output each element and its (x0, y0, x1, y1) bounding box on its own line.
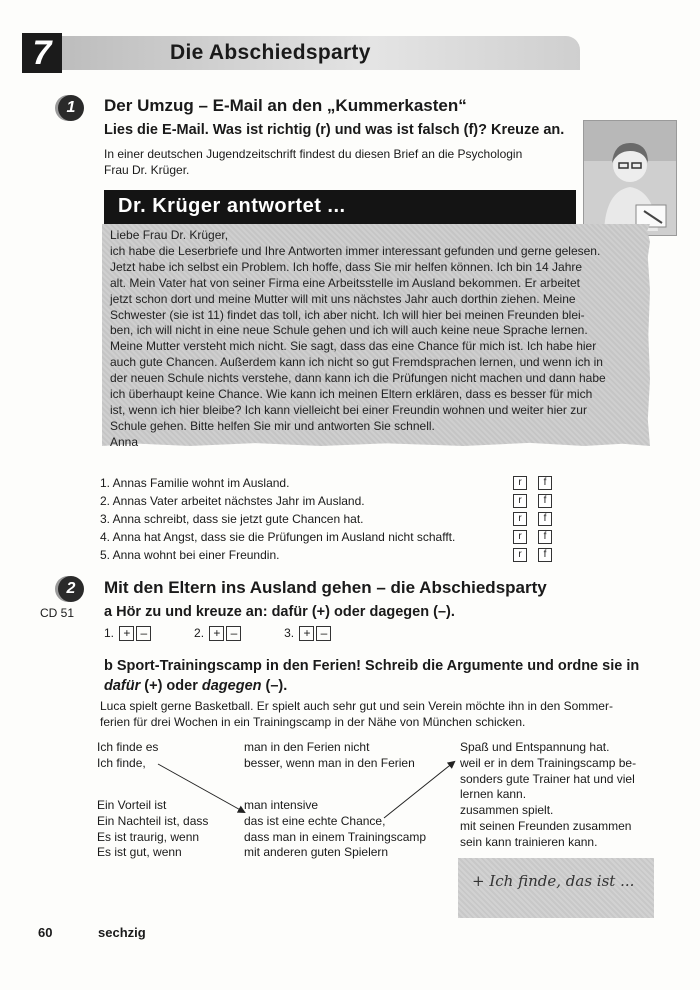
letter-line: Liebe Frau Dr. Krüger, (110, 228, 229, 242)
statement-5: 5. Anna wohnt bei einer Freundin. (100, 548, 280, 562)
intro-line: In einer deutschen Jugendzeitschrift findest du diesen Brief an die Psychologin (104, 147, 523, 161)
dagegen-word: dagegen (201, 678, 262, 694)
plus-box[interactable]: + (299, 626, 314, 641)
phrase: Es ist traurig, wenn (97, 829, 200, 844)
phrase: Ich finde es (97, 740, 159, 754)
task2b-text-line: Luca spielt gerne Basketball. Er spielt auch sehr gut und sein Verein möchte ihn in den Sommer- (100, 699, 613, 713)
letter-line: Jetzt habe ich selbst ein Problem. Ich hoffe, dass Sie mir helfen können. Ich bin 14 Jahre (110, 259, 583, 274)
task2b-text-line: ferien für drei Wochen in ein Trainingscamp in der Nähe von München schicken. (100, 715, 526, 729)
task2b-heading-line1: b Sport-Trainingscamp in den Ferien! Schreib die Argumente und ordne sie in (104, 658, 640, 674)
minus-box[interactable]: – (226, 626, 241, 641)
letter-line: ich überhaupt keine Chance. Wie kann ich meinen Eltern erklären, dass es besser für mich (110, 387, 593, 402)
checkbox-f[interactable]: f (538, 512, 552, 526)
letter-line: Schwester (sie ist 11) findet das toll, ich aber nicht. Ich will hier bei meinen Freunden blei- (110, 307, 585, 322)
statement-4: 4. Anna hat Angst, dass sie die Prüfungen im Ausland nicht schafft. (100, 530, 456, 544)
letter-line: alt. Mein Vater hat von seiner Firma eine Arbeitsstelle im Ausland bekommen. Er arbeitet (110, 275, 580, 290)
item-number: 2. (194, 626, 205, 640)
phrase: besser, wenn man in den Ferien (244, 755, 415, 770)
checkbox-r[interactable]: r (513, 512, 527, 526)
phrase: Ein Nachteil ist, dass (97, 813, 209, 828)
page-number-word: sechzig (98, 925, 146, 940)
phrase: Spaß und Entspannung hat. (460, 740, 610, 754)
checkbox-f[interactable]: f (538, 476, 552, 490)
plus-box[interactable]: + (209, 626, 224, 641)
minus-box[interactable]: – (316, 626, 331, 641)
letter-line: Meine Mutter versteht mich nicht. Sie sagt, dass das eine Chance für mich ist. Ich habe hier (110, 339, 597, 354)
letter-line: auch gute Chancen. Außerdem kann ich nicht so gut Fremdsprachen lernen, und wenn ich in (110, 355, 603, 370)
checkbox-r[interactable]: r (513, 548, 527, 562)
end-text: (–). (261, 678, 288, 694)
phrase: Es ist gut, wenn (97, 845, 182, 860)
checkbox-r[interactable]: r (513, 530, 527, 544)
phrase: man intensive (244, 798, 319, 812)
phrase: Ein Vorteil ist (97, 798, 167, 812)
letter-line: ich habe die Leserbriefe und Ihre Antworten immer interessant gefunden und gerne gelesen. (110, 243, 601, 258)
phrase: Ich finde, (97, 755, 146, 770)
phrase: das ist eine echte Chance, (244, 813, 386, 828)
statement-1: 1. Annas Familie wohnt im Ausland. (100, 476, 290, 490)
chapter-number: 7 (22, 33, 62, 73)
plus-box[interactable]: + (119, 626, 134, 641)
task2-heading: Mit den Eltern ins Ausland gehen – die Abschiedsparty (104, 578, 547, 597)
phrase: sonders gute Trainer hat und viel (460, 771, 635, 786)
item-number: 3. (284, 626, 295, 640)
letter-line: ist, wenn ich hier bleibe? Ich kann vielleicht bei einer Freundin wohnen und weiter hier zur (110, 402, 587, 417)
minus-box[interactable]: – (136, 626, 151, 641)
hint-text: + Ich finde, das ist ... (472, 872, 635, 890)
arrow-icon (384, 762, 454, 818)
task-number-1: 1 (58, 95, 84, 121)
task2a-instruction: a Hör zu und kreuze an: dafür (+) oder dagegen (–). (104, 604, 455, 620)
letter-signature: Anna (110, 434, 139, 449)
statement-2: 2. Annas Vater arbeitet nächstes Jahr im Ausland. (100, 494, 365, 508)
page-title: Die Abschiedsparty (170, 41, 371, 64)
checkbox-f[interactable]: f (538, 530, 552, 544)
phrase: sein kann trainieren kann. (460, 834, 598, 849)
task-number-2: 2 (58, 576, 84, 602)
task1-instruction: Lies die E-Mail. Was ist richtig (r) und was ist falsch (f)? Kreuze an. (104, 122, 565, 138)
arrow-icon (158, 764, 244, 812)
task1-heading: Der Umzug – E-Mail an den „Kummerkasten“ (104, 96, 467, 115)
phrase: man in den Ferien nicht (244, 740, 370, 754)
checkbox-f[interactable]: f (538, 548, 552, 562)
letter-banner-title: Dr. Krüger antwortet ... (118, 195, 346, 217)
phrase: weil er in dem Trainingscamp be- (460, 755, 637, 770)
letter-line: ben, ich will nicht in eine neue Schule gehen und ich will auch keine neue Sprache lernen. (110, 323, 588, 338)
checkbox-r[interactable]: r (513, 494, 527, 508)
phrase: zusammen spielt. (460, 803, 554, 818)
letter-line: Schule gehen. Bitte helfen Sie mir und antworten Sie schnell. (110, 418, 435, 433)
letter-line: jetzt schon dort und meine Mutter will mit uns nächstes Jahr auch dorthin ziehen. Meine (110, 291, 576, 306)
checkbox-r[interactable]: r (513, 476, 527, 490)
phrase: dass man in einem Trainingscamp (244, 829, 427, 844)
phrase: mit seinen Freunden zusammen (460, 818, 632, 833)
checkbox-f[interactable]: f (538, 494, 552, 508)
oder-text: (+) oder (140, 678, 202, 694)
letter-line: der neuen Schule nichts verstehe, dann kann ich die Prüfungen nicht machen und dann habe (110, 371, 606, 386)
phrase: lernen kann. (460, 787, 527, 802)
intro-line: Frau Dr. Krüger. (104, 163, 190, 177)
cd-track: CD 51 (40, 606, 75, 620)
dafur-word: dafür (104, 678, 141, 694)
page-number: 60 (38, 925, 53, 940)
phrase: mit anderen guten Spielern (244, 845, 389, 860)
item-number: 1. (104, 626, 115, 640)
statement-3: 3. Anna schreibt, dass sie jetzt gute Chancen hat. (100, 512, 364, 526)
